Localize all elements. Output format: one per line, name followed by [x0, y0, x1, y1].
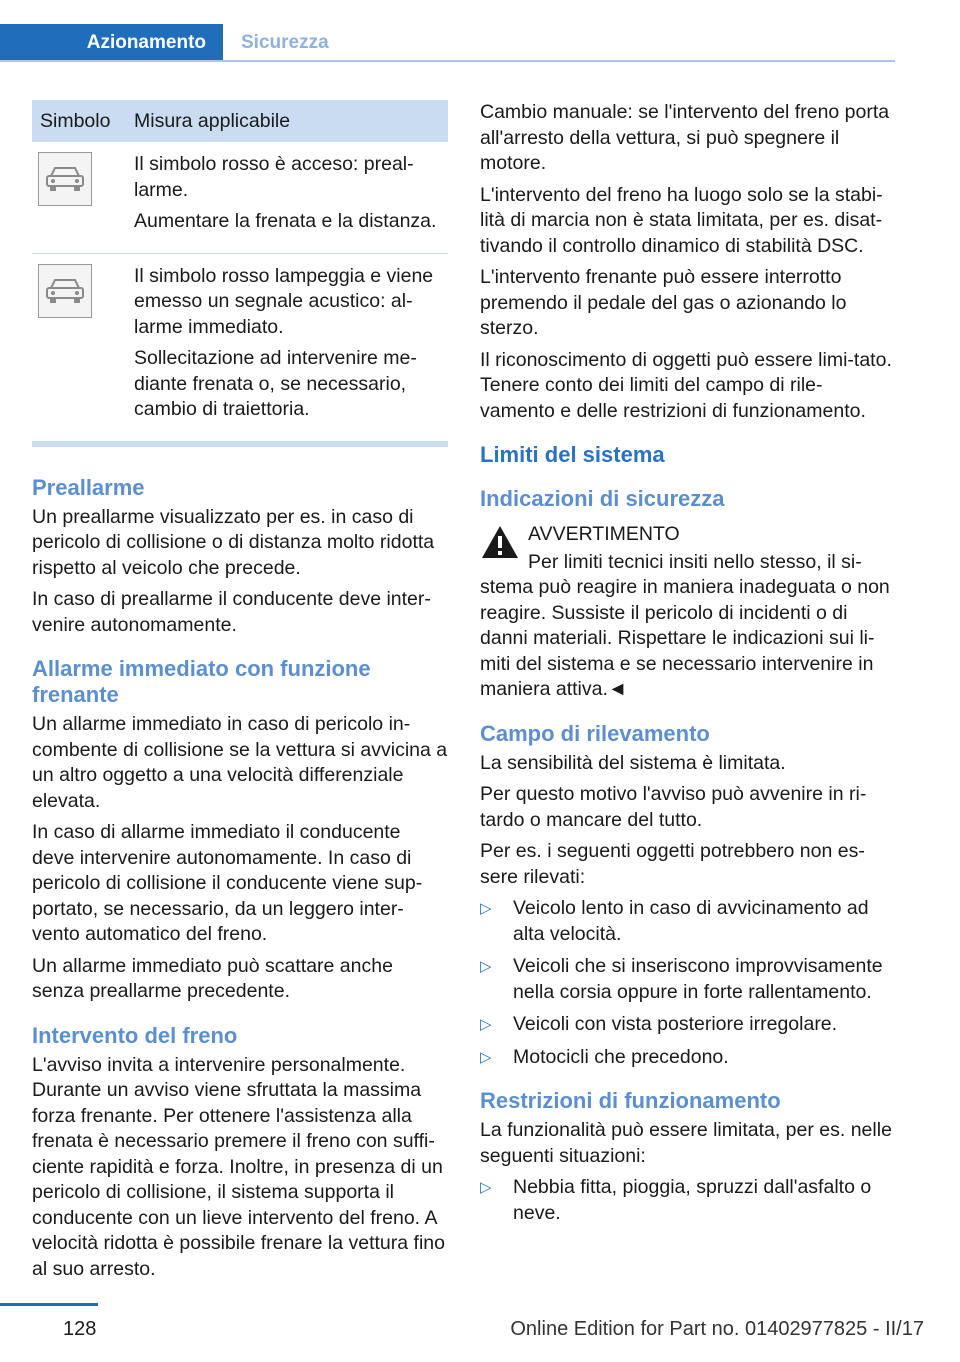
measure-text: Sollecitazione ad intervenire me-diante frenata o, se necessario, cambio di traiettoria. [134, 347, 417, 420]
warning-triangle-icon [480, 524, 520, 560]
edition-note: Online Edition for Part no. 01402977825 - II/17 [510, 1318, 924, 1340]
right-column [480, 100, 896, 1233]
list-item: ▷ Motocicli che precedono. [480, 1045, 896, 1071]
paragraph: La funzionalità può essere limitata, per es. nelle seguenti situazioni: [480, 1119, 892, 1167]
car-warning-icon [38, 264, 92, 318]
measure-text: Il simbolo rosso lampeggia e viene emesso un segnale acustico: al-larme immediato. [134, 264, 434, 338]
measure-text: Il simbolo rosso è acceso: preal-larme. [134, 153, 414, 201]
bullet-triangle-icon: ▷ [480, 900, 492, 917]
measure-cell [126, 142, 448, 253]
tab-sicurezza[interactable]: Sicurezza [241, 32, 329, 53]
header-tabs [0, 0, 895, 62]
page-number: 128 [63, 1318, 97, 1340]
symbol-cell [32, 253, 126, 441]
list-item: ▷ Nebbia fitta, pioggia, spruzzi dall'asfalto o neve. [480, 1176, 872, 1224]
measure-cell [126, 253, 448, 441]
paragraph: L'avviso invita a intervenire personalmente. Durante un avviso viene sfruttata la massima forza frenante. Per ottenere l'assistenza alla frenata è necessario premere il freno con suffi-ciente rapidità e forza. Inoltre, in presenza di un pericolo di collisione, il sistema supporta il conducente con un lieve intervento del freno. A velocità ridotta è possibile frenare la vettura fino al suo arresto. [32, 1053, 445, 1280]
warning-text: Per limiti tecnici insiti nello stesso, il si-stema può reagire in maniera inadeguata o non reagire. Sussiste il pericolo di incidenti o di danni materiali. Rispettare le indicazioni sui li-miti del sistema e se necessario intervenire in maniera attiva.◄ [480, 550, 890, 700]
paragraph: Per es. i seguenti oggetti potrebbero non es-sere rilevati: [480, 840, 865, 888]
list-item: ▷ Veicolo lento in caso di avvicinamento ad alta velocità. [480, 897, 869, 945]
footer-rule [0, 1303, 98, 1306]
table-row [32, 142, 448, 253]
heading-preallarme: Preallarme [32, 474, 145, 500]
heading-restrizioni: Restrizioni di funzionamento [480, 1088, 781, 1113]
table-row [32, 253, 448, 441]
paragraph: Un allarme immediato può scattare anche senza preallarme precedente. [32, 954, 393, 1002]
warning-title: AVVERTIMENTO [528, 523, 680, 545]
paragraph: Il riconoscimento di oggetti può essere limi-tato. Tenere conto dei limiti del campo di rile-vamento e delle restrizioni di funzionamento. [480, 348, 892, 422]
bullet-list-restrizioni [480, 1175, 896, 1226]
symbol-cell [32, 142, 126, 253]
col-header-measure: Misura applicabile [126, 100, 448, 142]
paragraph: In caso di allarme immediato il conducente deve intervenire autonomamente. In caso di pericolo di collisione il conducente viene sup-portato, se necessario, da un leggero inter-vento automatico del freno. [32, 821, 423, 945]
symbol-table [32, 100, 448, 442]
heading-intervento-freno: Intervento del freno [32, 1022, 238, 1048]
list-item: ▷ Veicoli che si inseriscono improvvisamente nella corsia oppure in forte rallentamento. [480, 955, 883, 1003]
paragraph: Un allarme immediato in caso di pericolo in-combente di collisione se la vettura si avvicina a un altro oggetto a una velocità differenziale elevata. [32, 713, 448, 812]
paragraph: L'intervento del freno ha luogo solo se la stabi-lità di marcia non è stata limitata, per es. disat-tivando il controllo dinamico di stabilità DSC. [480, 183, 883, 257]
left-column [32, 100, 448, 1288]
paragraph: Per questo motivo l'avviso può avvenire in ri-tardo o mancare del tutto. [480, 783, 867, 831]
paragraph: Un preallarme visualizzato per es. in caso di pericolo di collisione o di distanza molto ridotta rispetto al veicolo che precede. [32, 505, 435, 579]
tab-azionamento[interactable]: Azionamento [0, 24, 223, 62]
heading-limiti-sistema: Limiti del sistema [480, 442, 665, 467]
bullet-triangle-icon: ▷ [480, 1016, 492, 1033]
heading-campo-rilevamento: Campo di rilevamento [480, 720, 710, 746]
car-warning-icon [38, 152, 92, 206]
paragraph: In caso di preallarme il conducente deve inter-venire autonomamente. [32, 588, 431, 636]
table-header-row [32, 100, 448, 142]
bullet-list-campo [480, 896, 896, 1070]
heading-allarme-immediato: Allarme immediato con funzione frenante [32, 656, 371, 707]
paragraph: Cambio manuale: se l'intervento del freno porta all'arresto della vettura, si può spegnere il motore. [480, 101, 890, 174]
paragraph: La sensibilità del sistema è limitata. [480, 751, 786, 774]
header-divider [0, 60, 895, 62]
paragraph: L'intervento frenante può essere interrotto premendo il pedale del gas o azionando lo sterzo. [480, 266, 847, 339]
warning-block [480, 522, 896, 703]
list-item: ▷ Veicoli con vista posteriore irregolare. [480, 1012, 896, 1038]
bullet-triangle-icon: ▷ [480, 958, 492, 975]
bullet-triangle-icon: ▷ [480, 1179, 492, 1196]
bullet-triangle-icon: ▷ [480, 1048, 492, 1066]
heading-indicazioni-sicurezza: Indicazioni di sicurezza [480, 486, 725, 511]
col-header-symbol: Simbolo [32, 100, 126, 142]
measure-text: Aumentare la frenata e la distanza. [134, 210, 437, 232]
table-bottom-rule [32, 442, 448, 447]
